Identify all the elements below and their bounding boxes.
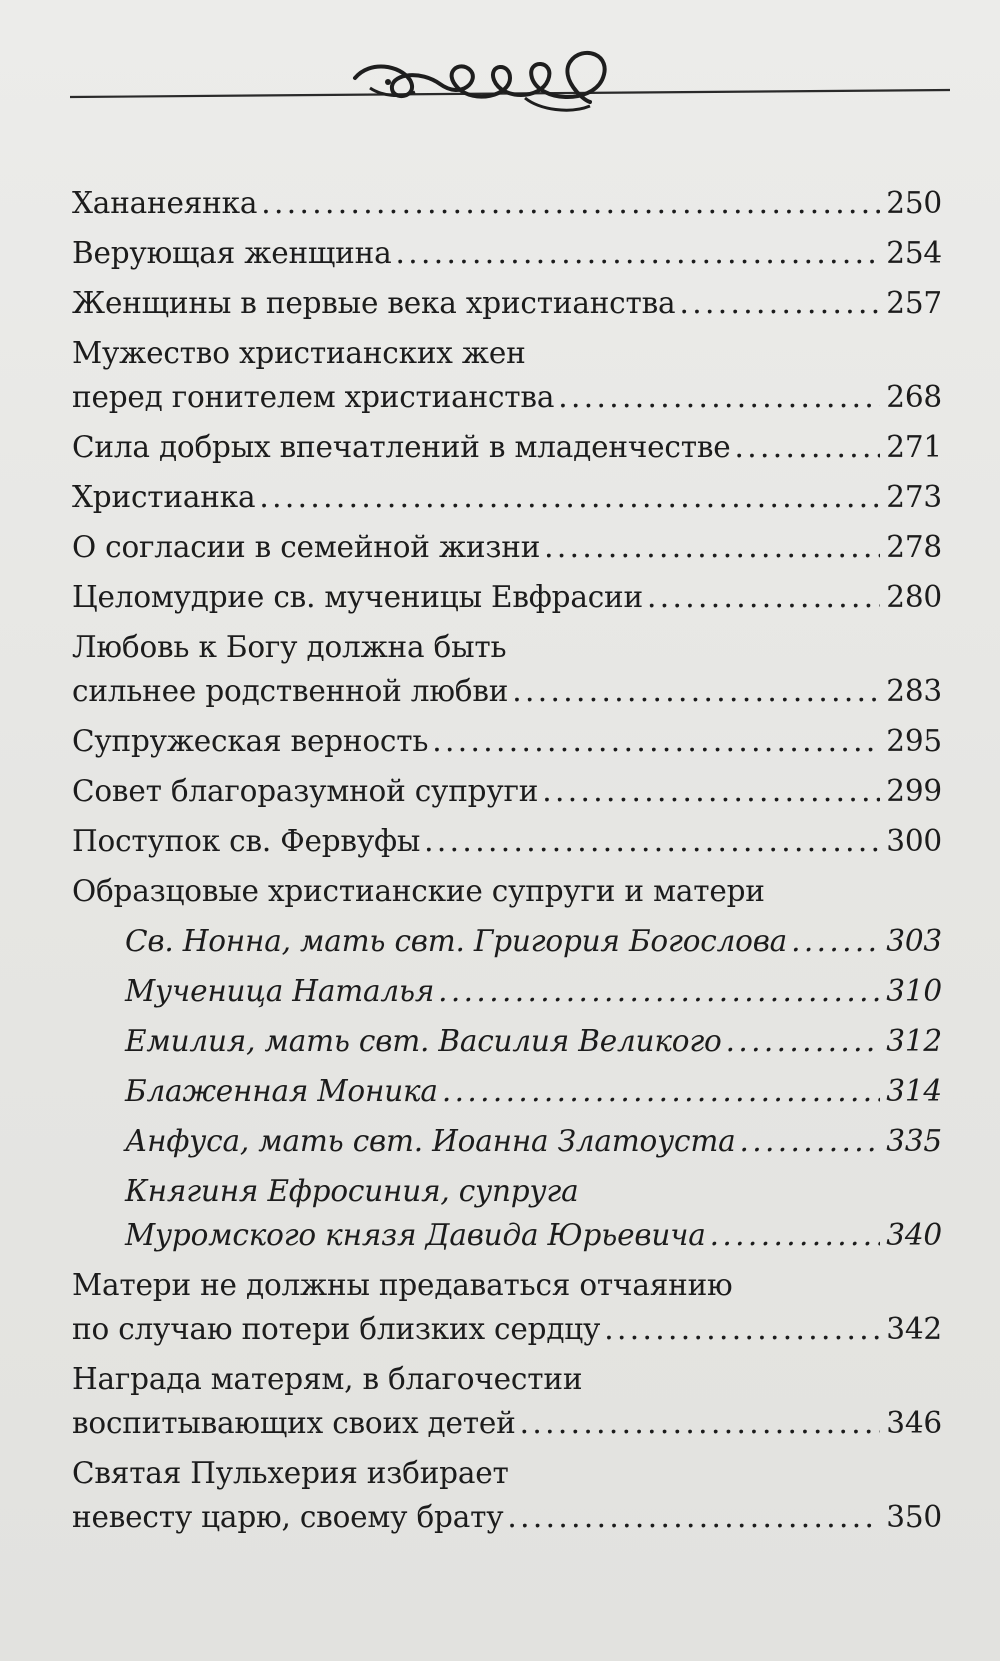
toc-entry-title-line1: Любовь к Богу должна быть — [72, 630, 507, 664]
leader-dots — [647, 575, 880, 619]
toc-entry-title: Св. Нонна, мать свт. Григория Богослова — [125, 924, 788, 958]
toc-entry-title-line1: Мужество христианских жен — [72, 336, 526, 370]
toc-entry — [72, 525, 942, 569]
leader-dots — [710, 1213, 881, 1257]
toc-entry-title: О согласии в семейной жизни — [72, 530, 541, 564]
toc-page-number: 278 — [886, 530, 942, 564]
leader-dots — [442, 1069, 880, 1113]
toc-entry-title-line1: Княгиня Ефросиния, супруга — [125, 1174, 579, 1208]
leader-dots — [512, 669, 880, 713]
leader-dots — [261, 181, 880, 225]
leader-dots — [507, 1495, 880, 1539]
toc-entry-title-line1: Награда матерям, в благочестии — [72, 1362, 583, 1396]
toc-entry-title: Емилия, мать свт. Василия Великого — [125, 1024, 722, 1058]
toc-entry-title: Совет благоразумной супруги — [72, 774, 539, 808]
leader-dots — [438, 969, 880, 1013]
toc-entry-title: по случаю потери близких сердцу — [72, 1312, 601, 1346]
toc-page-number: 350 — [886, 1500, 942, 1534]
leader-dots — [735, 425, 881, 469]
toc-sub-entry — [72, 1019, 942, 1063]
toc-entry-title: Целомудрие св. мученицы Евфрасии — [72, 580, 643, 614]
toc-section-heading: Образцовые христианские супруги и матери — [72, 874, 765, 908]
toc-page-number: 340 — [886, 1218, 942, 1252]
toc-entry — [72, 1451, 942, 1539]
toc-entry — [72, 281, 942, 325]
toc-sub-entry — [72, 969, 942, 1013]
toc-entry-title: Анфуса, мать свт. Иоанна Златоуста — [125, 1124, 736, 1158]
leader-dots — [424, 819, 880, 863]
toc-entry — [72, 1357, 942, 1445]
toc-entry — [72, 769, 942, 813]
leader-dots — [791, 919, 880, 963]
leader-dots — [604, 1307, 880, 1351]
leader-dots — [544, 525, 880, 569]
leader-dots — [558, 375, 880, 419]
toc-entry — [72, 331, 942, 419]
leader-dots — [259, 475, 880, 519]
toc-entry-title: воспитывающих своих детей — [72, 1406, 516, 1440]
toc-page-number: 257 — [886, 286, 942, 320]
toc-page-number: 250 — [886, 186, 942, 220]
toc-sub-entry — [72, 1119, 942, 1163]
toc-entry-title: Сила добрых впечатлений в младенчестве — [72, 430, 731, 464]
toc-page-number: 312 — [886, 1024, 942, 1058]
toc-entry-title-line1: Святая Пульхерия избирает — [72, 1456, 509, 1490]
toc-page-number: 273 — [886, 480, 942, 514]
toc-page-number: 268 — [886, 380, 942, 414]
toc-entry — [72, 819, 942, 863]
leader-dots — [726, 1019, 881, 1063]
toc-sub-entry — [72, 919, 942, 963]
toc-section — [72, 869, 942, 913]
toc-page-number: 300 — [886, 824, 942, 858]
leader-dots — [542, 769, 880, 813]
toc-entry — [72, 719, 942, 763]
toc-entry-title: Верующая женщина — [72, 236, 392, 270]
toc-entry — [72, 575, 942, 619]
flourish-ornament-icon — [70, 40, 950, 130]
toc-sub-entry — [72, 1069, 942, 1113]
toc-page-number: 283 — [886, 674, 942, 708]
toc-entry-title: Хананеянка — [72, 186, 258, 220]
toc-entry-title: Муромского князя Давида Юрьевича — [125, 1218, 706, 1252]
leader-dots — [740, 1119, 881, 1163]
toc-entry-title: Супружеская верность — [72, 724, 429, 758]
table-of-contents — [72, 181, 942, 1545]
toc-entry-title: Блаженная Моника — [125, 1074, 438, 1108]
toc-page-number: 299 — [886, 774, 942, 808]
toc-entry — [72, 475, 942, 519]
toc-page-number: 314 — [886, 1074, 942, 1108]
toc-entry-title: Мученица Наталья — [125, 974, 435, 1008]
toc-page-number: 295 — [886, 724, 942, 758]
toc-page-number: 254 — [886, 236, 942, 270]
toc-page-number: 310 — [886, 974, 942, 1008]
toc-sub-entry — [72, 1169, 942, 1257]
leader-dots — [679, 281, 880, 325]
toc-entry-title: Христианка — [72, 480, 256, 514]
leader-dots — [432, 719, 880, 763]
toc-entry-title: сильнее родственной любви — [72, 674, 509, 708]
leader-dots — [520, 1401, 881, 1445]
toc-page-number: 346 — [886, 1406, 942, 1440]
toc-page-number: 271 — [886, 430, 942, 464]
toc-page-number: 303 — [886, 924, 942, 958]
toc-entry — [72, 181, 942, 225]
toc-entry-title-line1: Матери не должны предаваться отчаянию — [72, 1268, 733, 1302]
toc-entry — [72, 231, 942, 275]
toc-page-number: 342 — [886, 1312, 942, 1346]
toc-entry-title: невесту царю, своему брату — [72, 1500, 504, 1534]
toc-entry — [72, 425, 942, 469]
toc-entry-title: Женщины в первые века христианства — [72, 286, 676, 320]
toc-entry-title: перед гонителем христианства — [72, 380, 555, 414]
toc-entry — [72, 625, 942, 713]
leader-dots — [395, 231, 880, 275]
toc-entry-title: Поступок св. Фервуфы — [72, 824, 421, 858]
toc-page-number: 280 — [886, 580, 942, 614]
toc-entry — [72, 1263, 942, 1351]
toc-page-number: 335 — [886, 1124, 942, 1158]
